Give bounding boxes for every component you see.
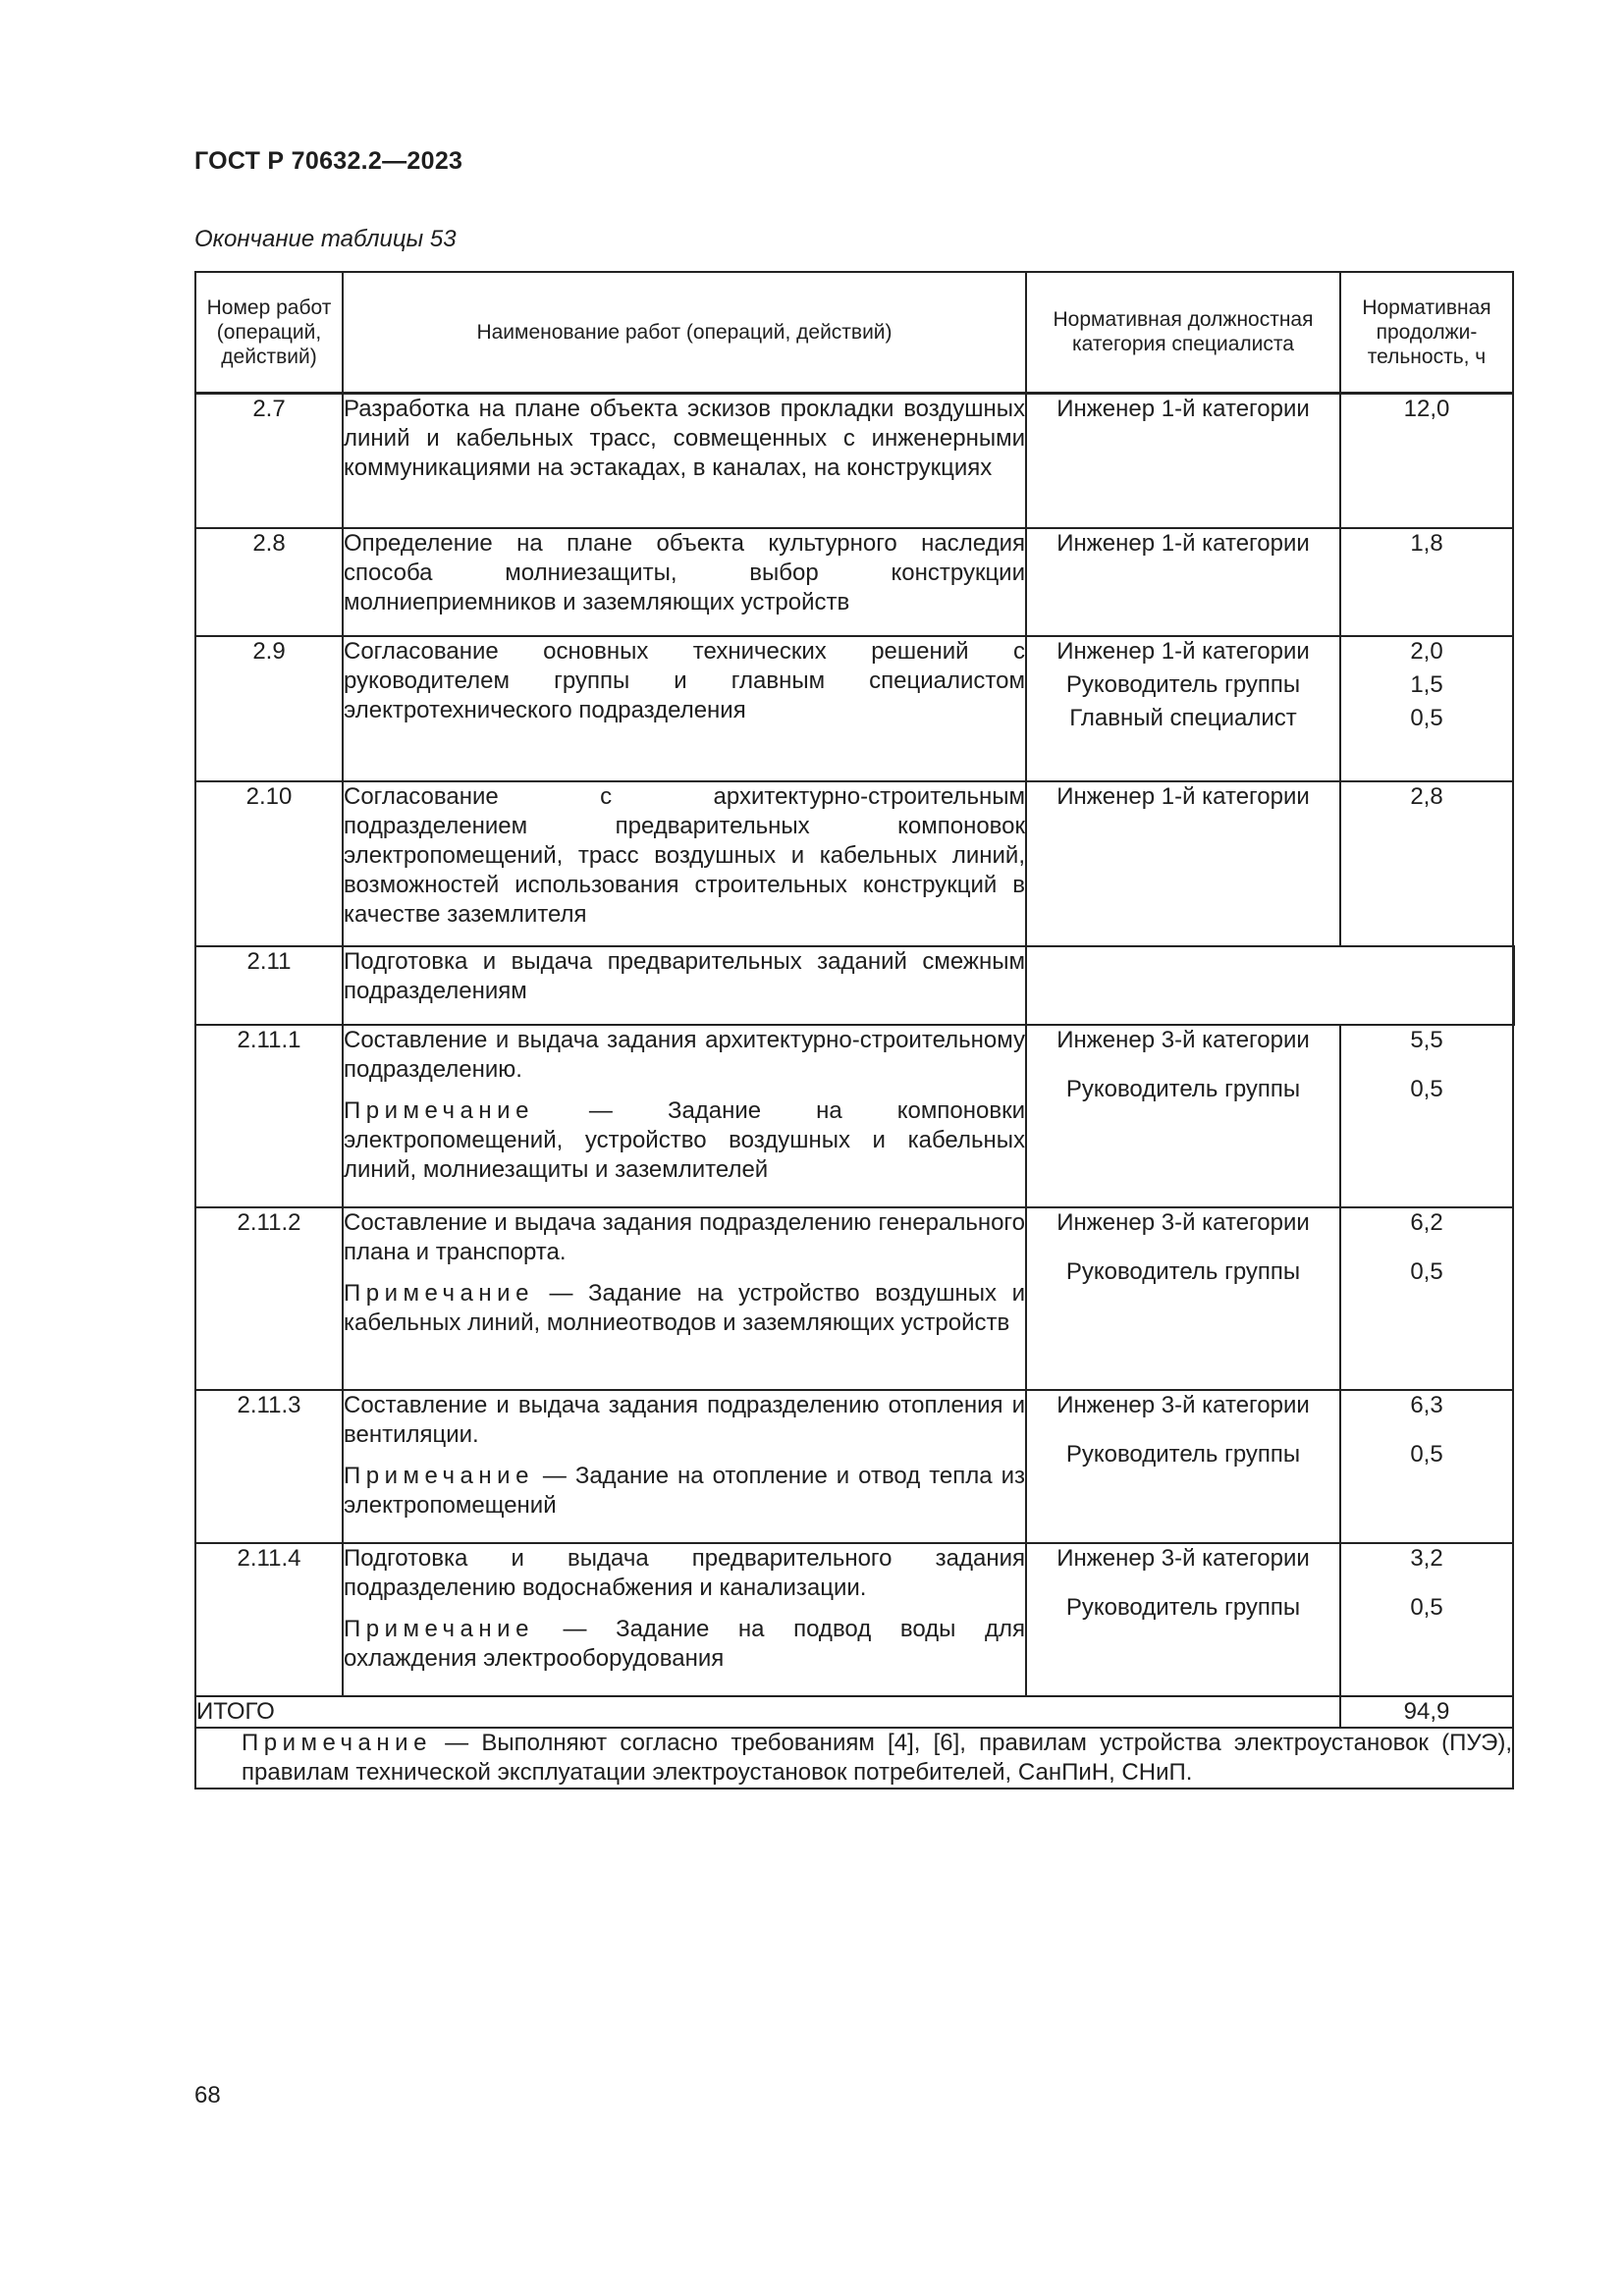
note-label: Примечание: [344, 1463, 534, 1489]
row-number: 2.9: [195, 636, 343, 781]
row-number: 2.7: [195, 393, 343, 528]
table-row: [195, 781, 1513, 946]
work-note: [344, 1096, 1025, 1185]
work-note: [344, 1615, 1025, 1674]
table-caption: Окончание таблицы 53: [194, 226, 457, 252]
row-category: [1026, 781, 1340, 946]
row-category: [1026, 1025, 1340, 1207]
work-name-text: Согласование с архитектурно-строительным подразделением предварительных компоновок электропомещений, трасс воздушных и кабельных линий, возможностей использования строительных конструкций в качестве заземлителя: [344, 783, 1025, 928]
category-entry: Инженер 1-й категории: [1056, 530, 1310, 557]
footnote-label: Примечание: [242, 1730, 432, 1756]
work-name-text: Определение на плане объекта культурного наследия способа молниезащиты, выбор конструкции молниеприемников и заземляющих устройств: [344, 530, 1025, 615]
row-work-name: [343, 1390, 1026, 1543]
row-number: 2.11.3: [195, 1390, 343, 1543]
duration-entry: 0,5: [1410, 1076, 1443, 1102]
header-number: Номер работ (операций, действий): [195, 272, 343, 393]
total-value: 94,9: [1340, 1696, 1513, 1728]
duration-entry: 2,0: [1410, 638, 1443, 665]
row-work-name: [343, 1543, 1026, 1696]
total-row: [195, 1696, 1513, 1728]
note-text: — Задание на компоновки электропомещений, устройство воздушных и кабельных линий, молниезащиты и заземлителей: [344, 1097, 1025, 1183]
table-row: [195, 946, 1513, 1025]
category-entry: Инженер 3-й категории: [1056, 1392, 1310, 1418]
document-code: ГОСТ Р 70632.2—2023: [194, 147, 463, 175]
category-entry: Инженер 3-й категории: [1056, 1209, 1310, 1236]
row-category: [1026, 1390, 1340, 1543]
row-duration: [1340, 781, 1513, 946]
row-duration: [1340, 1390, 1513, 1543]
note-text: — Задание на устройство воздушных и кабельных линий, молниеотводов и заземляющих устройств: [344, 1280, 1025, 1336]
table-row: [195, 393, 1513, 528]
category-entry: Руководитель группы: [1065, 1594, 1301, 1621]
row-work-name: [343, 1207, 1026, 1390]
category-entry: Инженер 1-й категории: [1056, 638, 1310, 665]
row-duration: [1340, 1543, 1513, 1696]
category-entry: Инженер 3-й категории: [1056, 1545, 1310, 1572]
row-category: [1026, 636, 1340, 781]
duration-entry: 1,8: [1410, 530, 1443, 557]
row-duration: [1340, 636, 1513, 781]
table-row: [195, 528, 1513, 636]
duration-entry: 0,5: [1410, 1441, 1443, 1468]
row-work-name: [343, 636, 1026, 781]
duration-entry: 2,8: [1410, 783, 1443, 810]
category-entry: Инженер 1-й категории: [1056, 395, 1310, 422]
work-name-text: Составление и выдача задания подразделению генерального плана и транспорта.: [344, 1209, 1025, 1265]
total-label: ИТОГО: [195, 1696, 1340, 1728]
duration-entry: 0,5: [1410, 705, 1443, 731]
work-name-text: Подготовка и выдача предварительных заданий смежным подразделениям: [344, 948, 1025, 1004]
work-name-text: Составление и выдача задания архитектурно-строительному подразделению.: [344, 1027, 1025, 1083]
footnote-text: — Выполняют согласно требованиям [4], [6], правилам устройства электроустановок (ПУЭ), правилам технической эксплуатации электроустановок потребителей, СанПиН, СНиП.: [242, 1730, 1512, 1786]
work-name-text: Подготовка и выдача предварительного задания подразделению водоснабжения и канализации.: [344, 1545, 1025, 1601]
duration-entry: 0,5: [1410, 1258, 1443, 1285]
duration-entry: 12,0: [1403, 395, 1450, 422]
category-entry: Инженер 3-й категории: [1056, 1027, 1310, 1053]
row-work-name: [343, 946, 1026, 1025]
table-row: [195, 1207, 1513, 1390]
duration-entry: 6,3: [1410, 1392, 1443, 1418]
row-number: 2.8: [195, 528, 343, 636]
row-number: 2.11.4: [195, 1543, 343, 1696]
note-label: Примечание: [344, 1616, 534, 1642]
category-entry: Руководитель группы: [1065, 1258, 1301, 1285]
row-category: [1026, 528, 1340, 636]
duration-entry: 1,5: [1410, 671, 1443, 698]
table-row: [195, 1025, 1513, 1207]
duration-entry: 3,2: [1410, 1545, 1443, 1572]
row-duration: [1340, 1207, 1513, 1390]
row-number: 2.11: [195, 946, 343, 1025]
row-number: 2.11.1: [195, 1025, 343, 1207]
work-note: [344, 1462, 1025, 1521]
category-entry: Руководитель группы: [1065, 1441, 1301, 1468]
row-category: [1026, 393, 1340, 528]
row-work-name: [343, 393, 1026, 528]
duration-entry: 0,5: [1410, 1594, 1443, 1621]
row-duration: [1340, 528, 1513, 636]
row-empty-cell: [1026, 946, 1513, 1025]
work-name-text: Разработка на плане объекта эскизов прокладки воздушных линий и кабельных трасс, совмещенных с инженерными коммуникациями на эстакадах, в каналах, на конструкциях: [344, 395, 1025, 481]
footnote-row: [195, 1728, 1513, 1789]
category-entry: Главный специалист: [1069, 705, 1297, 731]
duration-entry: 5,5: [1410, 1027, 1443, 1053]
table-header-row: [195, 272, 1513, 393]
row-duration: [1340, 393, 1513, 528]
row-work-name: [343, 781, 1026, 946]
note-text: — Задание на отопление и отвод тепла из электропомещений: [344, 1463, 1025, 1519]
row-duration: [1340, 1025, 1513, 1207]
row-work-name: [343, 1025, 1026, 1207]
work-table: [194, 271, 1515, 1789]
row-category: [1026, 1207, 1340, 1390]
note-label: Примечание: [344, 1280, 534, 1307]
table-row: [195, 636, 1513, 781]
work-note: [344, 1279, 1025, 1338]
table-footnote: [195, 1728, 1513, 1789]
row-category: [1026, 1543, 1340, 1696]
table-row: [195, 1543, 1513, 1696]
row-work-name: [343, 528, 1026, 636]
row-number: 2.11.2: [195, 1207, 343, 1390]
work-name-text: Составление и выдача задания подразделению отопления и вентиляции.: [344, 1392, 1025, 1448]
note-label: Примечание: [344, 1097, 534, 1124]
header-category: Нормативная должностная категория специалиста: [1026, 272, 1340, 393]
category-entry: Руководитель группы: [1065, 1076, 1301, 1102]
work-name-text: Согласование основных технических решений с руководителем группы и главным специалистом электротехнического подразделения: [344, 638, 1025, 723]
row-number: 2.10: [195, 781, 343, 946]
table-row: [195, 1390, 1513, 1543]
category-entry: Руководитель группы: [1065, 671, 1301, 698]
note-text: — Задание на подвод воды для охлаждения электрооборудования: [344, 1616, 1025, 1672]
header-duration: Нормативная продолжи-тельность, ч: [1340, 272, 1513, 393]
duration-entry: 6,2: [1410, 1209, 1443, 1236]
page-number: 68: [194, 2082, 221, 2109]
header-name: Наименование работ (операций, действий): [343, 272, 1026, 393]
category-entry: Инженер 1-й категории: [1056, 783, 1310, 810]
